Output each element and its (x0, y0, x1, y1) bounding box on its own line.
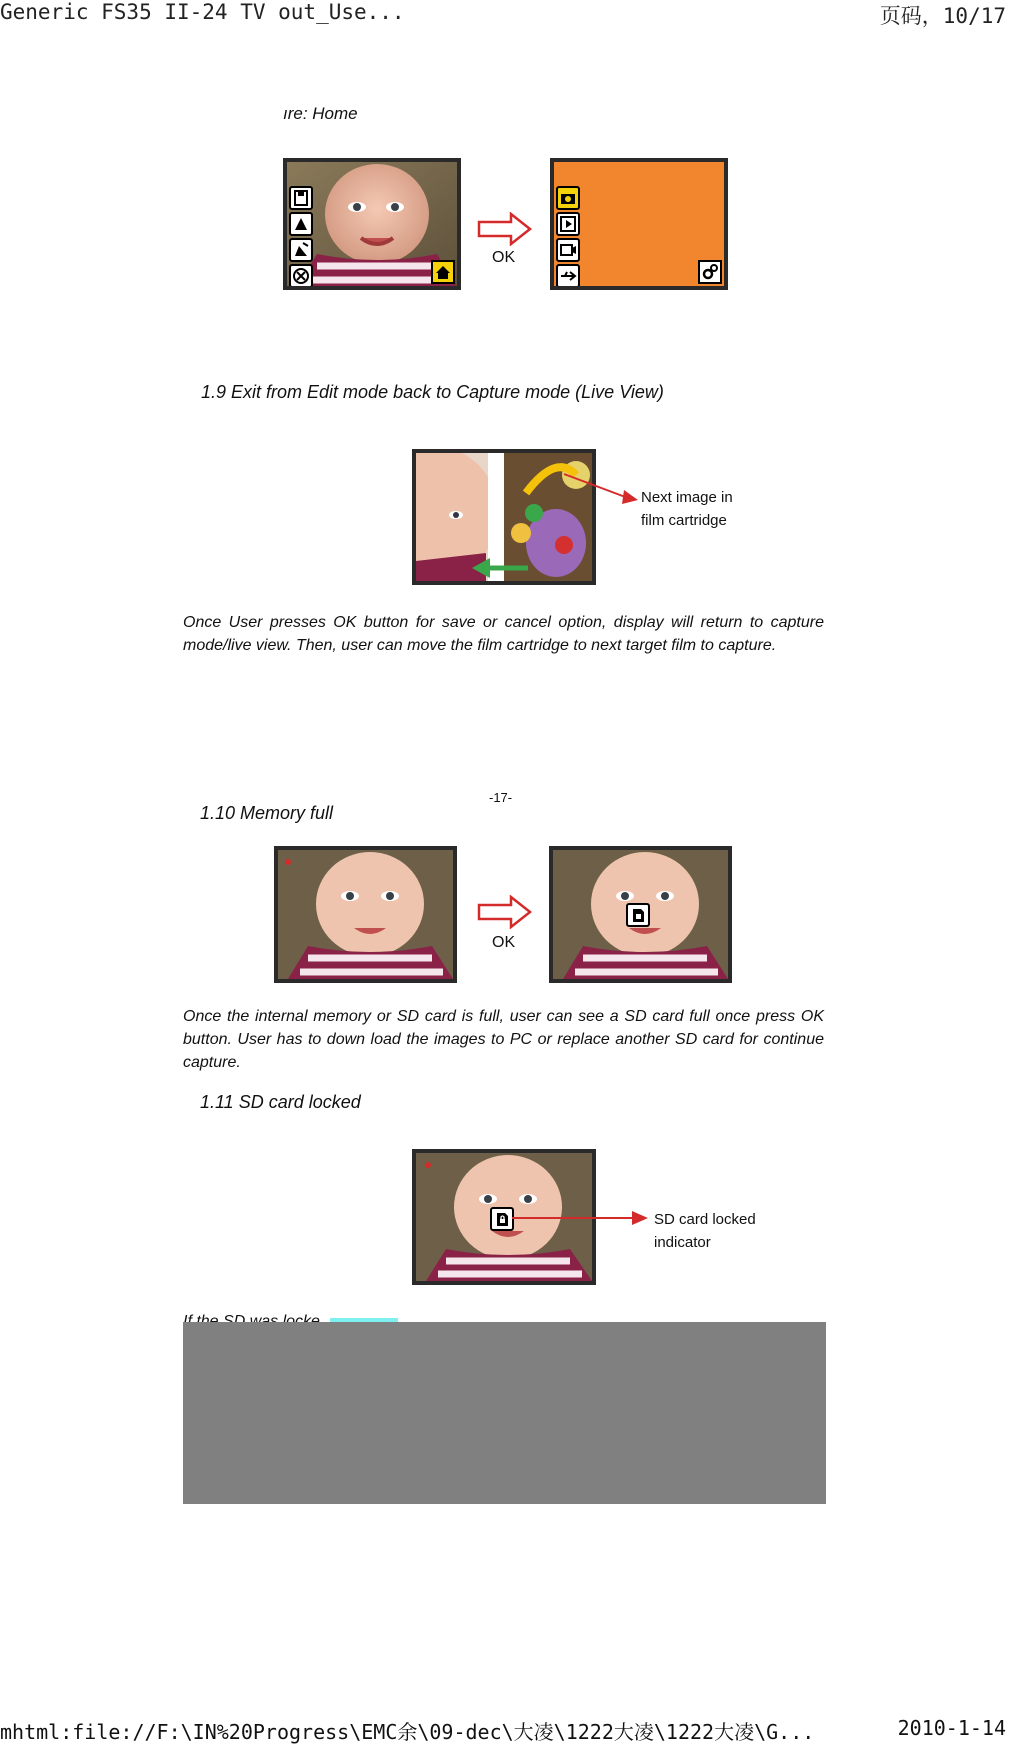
window-title: Generic FS35 II-24 TV out_Use... (0, 0, 405, 24)
pointer-arrow-sd-locked (510, 1208, 650, 1228)
page-counter: 页码，10/17 (879, 4, 1006, 28)
footer-date: 2010-1-14 (897, 1716, 1006, 1740)
green-arrow-left (470, 556, 530, 580)
camera-icon[interactable] (556, 186, 580, 210)
baby-photo-memory-full (549, 846, 732, 983)
paragraph-1-10: Once the internal memory or SD card is full, user can see a SD card full once press OK button. User has to down load the images to PC or replace another SD card for continue capture. (183, 1008, 824, 1071)
transition-arrow-1 (477, 212, 533, 246)
partial-heading: ıre: Home (283, 104, 358, 123)
cancel-icon[interactable] (289, 264, 313, 288)
edit-icon-column (287, 184, 315, 290)
baby-photo-home-edit (283, 158, 461, 290)
transition-arrow-2 (477, 895, 533, 929)
home-icon[interactable] (431, 260, 455, 284)
rotate-right-icon[interactable] (289, 238, 313, 262)
section-heading-1-10: 1.10 Memory full (200, 803, 334, 823)
save-icon[interactable] (289, 186, 313, 210)
page-number: -17- (489, 790, 513, 805)
settings-icon[interactable] (698, 260, 722, 284)
home-screen (550, 158, 728, 290)
gray-obscured-block (183, 1322, 826, 1504)
ok-label-2: OK (492, 934, 516, 951)
next-image-label-line1: Next image in (641, 489, 733, 506)
section-heading-1-11: 1.11 SD card locked (200, 1092, 361, 1112)
baby-image-2 (278, 850, 453, 979)
usb-icon[interactable] (556, 264, 580, 288)
sd-card-full-icon (626, 903, 650, 927)
rotate-left-icon[interactable] (289, 212, 313, 236)
home-icon-column (554, 184, 582, 290)
tv-out-icon[interactable] (556, 238, 580, 262)
sd-locked-label-line2: indicator (654, 1234, 711, 1251)
section-heading-1-9: 1.9 Exit from Edit mode back to Capture mode (Live View) (201, 382, 664, 402)
playback-icon[interactable] (556, 212, 580, 236)
paragraph-1-9: Once User presses OK button for save or cancel option, display will return to capture mode/live view. Then, user can move the film cartridge to next target film to capture. (183, 614, 824, 654)
sd-locked-label-line1: SD card locked (654, 1211, 756, 1228)
footer-path: mhtml:file://F:\IN%20Progress\EMC余\09-dec\大凌\1222大凌\1222大凌\G... (0, 1720, 815, 1744)
pointer-arrow-next (562, 468, 642, 508)
baby-photo-before-ok (274, 846, 457, 983)
next-image-label-line2: film cartridge (641, 512, 727, 529)
ok-label-1: OK (492, 249, 516, 266)
